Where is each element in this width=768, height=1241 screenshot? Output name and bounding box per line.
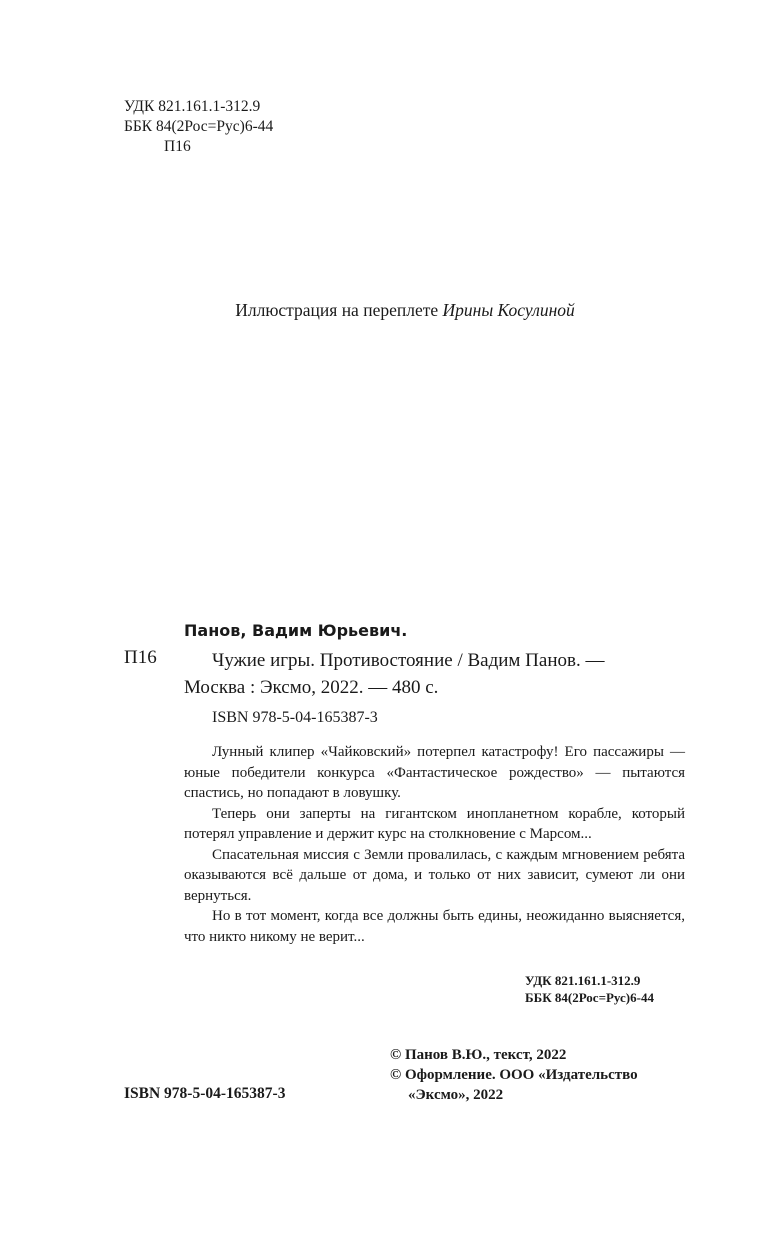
- annotation-paragraph: Но в тот момент, когда все должны быть едины, неожиданно выясняется, что никто никому не верит...: [184, 908, 685, 945]
- bbk-code: ББК 84(2Рос=Рус)6-44: [124, 118, 274, 135]
- annotation-paragraph: Лунный клипер «Чайковский» потерпел катастрофу! Его пассажиры — юные победители конкурса «Фантастическое рождество» — пытаются спастись, но попадают в ловушку.: [184, 744, 685, 801]
- udk-code: УДК 821.161.1-312.9: [124, 98, 261, 115]
- illustration-credit: [0, 300, 768, 321]
- annotation-paragraph: Теперь они заперты на гигантском инопланетном корабле, который потерял управление и держит курс на столкновение с Марсом...: [184, 805, 685, 842]
- title-line-2: Москва : Эксмо, 2022. — 480 с.: [184, 677, 439, 698]
- copyright-design-1: © Оформление. ООО «Издательство: [390, 1067, 638, 1083]
- copyright-text: © Панов В.Ю., текст, 2022: [390, 1047, 567, 1063]
- bib-bbk: ББК 84(2Рос=Рус)6-44: [525, 990, 654, 1005]
- copyright-block: [390, 1045, 638, 1105]
- bib-codes: [525, 972, 654, 1006]
- illustration-prefix: Иллюстрация на переплете: [235, 300, 439, 320]
- annotation: [184, 742, 685, 947]
- record-title: [184, 647, 689, 701]
- author-mark: П16: [164, 138, 191, 155]
- record-author-mark: П16: [124, 647, 157, 668]
- classification-codes: [124, 97, 273, 157]
- copyright-design-2: «Эксмо», 2022: [408, 1087, 504, 1103]
- title-line-1: Чужие игры. Противостояние / Вадим Панов. —: [212, 650, 605, 671]
- record-author: Панов, Вадим Юрьевич.: [184, 621, 408, 640]
- isbn-bottom: ISBN 978-5-04-165387-3: [124, 1085, 286, 1102]
- annotation-paragraph: Спасательная миссия с Земли провалилась, с каждым мгновением ребята оказываются всё дальше от дома, и только от них зависит, сумеют ли они вернуться.: [184, 846, 685, 904]
- record-isbn: ISBN 978-5-04-165387-3: [212, 709, 378, 726]
- illustration-artist: Ирины Косулиной: [442, 300, 575, 320]
- bib-udk: УДК 821.161.1-312.9: [525, 973, 641, 988]
